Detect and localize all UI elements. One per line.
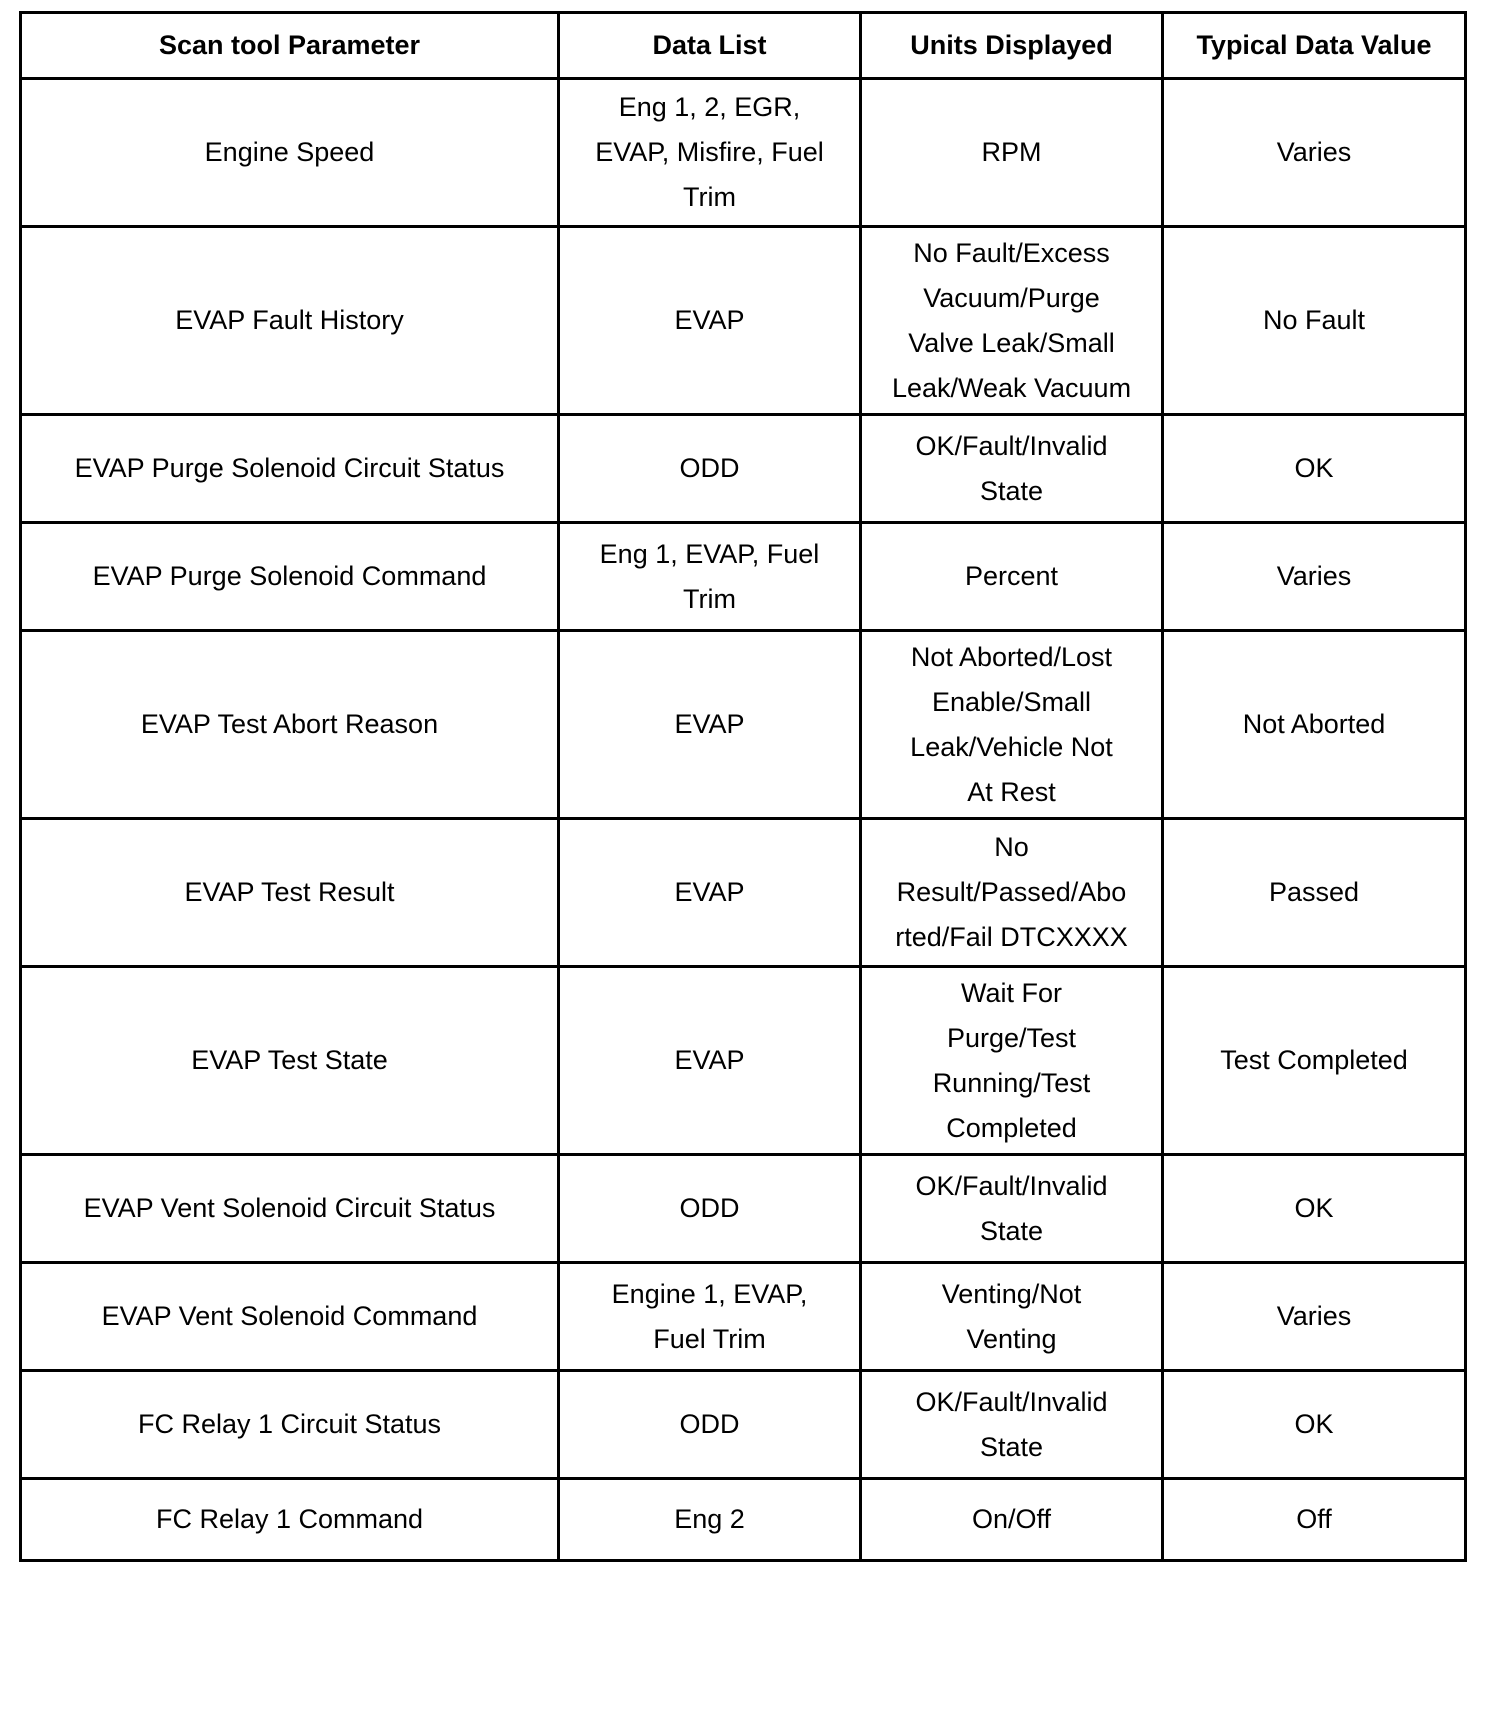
- parameter-cell: EVAP Purge Solenoid Command: [21, 523, 559, 631]
- data-list-cell: Eng 2: [559, 1479, 861, 1561]
- units-cell: On/Off: [861, 1479, 1163, 1561]
- table-row: [21, 227, 1466, 415]
- parameter-cell: FC Relay 1 Circuit Status: [21, 1371, 559, 1479]
- data-list-cell: Eng 1, 2, EGR, EVAP, Misfire, Fuel Trim: [559, 79, 861, 227]
- table-row: [21, 967, 1466, 1155]
- units-cell: OK/Fault/Invalid State: [861, 1155, 1163, 1263]
- data-list-cell: EVAP: [559, 967, 861, 1155]
- header-row: [21, 13, 1466, 79]
- parameter-cell: FC Relay 1 Command: [21, 1479, 559, 1561]
- table-row: [21, 415, 1466, 523]
- units-cell: No Result/Passed/Abo rted/Fail DTCXXXX: [861, 819, 1163, 967]
- units-cell: Wait For Purge/Test Running/Test Completed: [861, 967, 1163, 1155]
- data-list-cell: ODD: [559, 415, 861, 523]
- typical-value-cell: No Fault: [1163, 227, 1466, 415]
- typical-value-cell: OK: [1163, 1371, 1466, 1479]
- typical-value-cell: OK: [1163, 1155, 1466, 1263]
- parameter-cell: EVAP Test Result: [21, 819, 559, 967]
- parameter-cell: EVAP Test Abort Reason: [21, 631, 559, 819]
- data-list-cell: EVAP: [559, 227, 861, 415]
- units-cell: No Fault/Excess Vacuum/Purge Valve Leak/Small Leak/Weak Vacuum: [861, 227, 1163, 415]
- typical-value-cell: Off: [1163, 1479, 1466, 1561]
- table-row: [21, 819, 1466, 967]
- table-body: [21, 79, 1466, 1561]
- typical-value-cell: Varies: [1163, 1263, 1466, 1371]
- data-list-cell: ODD: [559, 1155, 861, 1263]
- header-typical-data-value: Typical Data Value: [1163, 13, 1466, 79]
- data-list-cell: ODD: [559, 1371, 861, 1479]
- units-cell: Venting/Not Venting: [861, 1263, 1163, 1371]
- table-header: [21, 13, 1466, 79]
- units-cell: OK/Fault/Invalid State: [861, 415, 1163, 523]
- units-cell: RPM: [861, 79, 1163, 227]
- typical-value-cell: Varies: [1163, 79, 1466, 227]
- typical-value-cell: Not Aborted: [1163, 631, 1466, 819]
- typical-value-cell: OK: [1163, 415, 1466, 523]
- typical-value-cell: Varies: [1163, 523, 1466, 631]
- data-list-cell: EVAP: [559, 819, 861, 967]
- parameter-cell: EVAP Vent Solenoid Circuit Status: [21, 1155, 559, 1263]
- header-data-list: Data List: [559, 13, 861, 79]
- parameter-cell: Engine Speed: [21, 79, 559, 227]
- table-row: [21, 1479, 1466, 1561]
- table-row: [21, 79, 1466, 227]
- header-scan-tool-parameter: Scan tool Parameter: [21, 13, 559, 79]
- header-units-displayed: Units Displayed: [861, 13, 1163, 79]
- data-list-cell: Eng 1, EVAP, Fuel Trim: [559, 523, 861, 631]
- table-row: [21, 1155, 1466, 1263]
- table-row: [21, 631, 1466, 819]
- data-list-cell: Engine 1, EVAP, Fuel Trim: [559, 1263, 861, 1371]
- parameter-cell: EVAP Fault History: [21, 227, 559, 415]
- parameter-cell: EVAP Purge Solenoid Circuit Status: [21, 415, 559, 523]
- parameter-cell: EVAP Vent Solenoid Command: [21, 1263, 559, 1371]
- parameter-cell: EVAP Test State: [21, 967, 559, 1155]
- units-cell: Percent: [861, 523, 1163, 631]
- units-cell: Not Aborted/Lost Enable/Small Leak/Vehicle Not At Rest: [861, 631, 1163, 819]
- table-row: [21, 523, 1466, 631]
- table-row: [21, 1263, 1466, 1371]
- scan-tool-data-table: [19, 11, 1467, 1562]
- units-cell: OK/Fault/Invalid State: [861, 1371, 1163, 1479]
- typical-value-cell: Test Completed: [1163, 967, 1466, 1155]
- table-row: [21, 1371, 1466, 1479]
- data-list-cell: EVAP: [559, 631, 861, 819]
- typical-value-cell: Passed: [1163, 819, 1466, 967]
